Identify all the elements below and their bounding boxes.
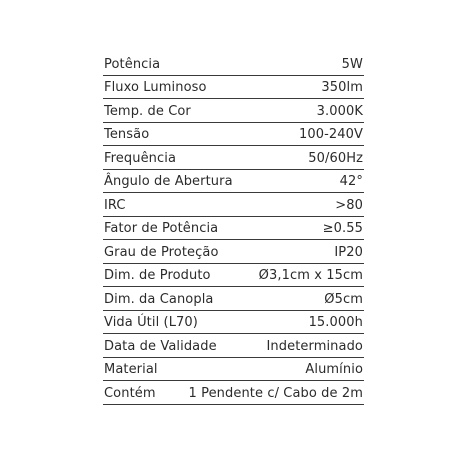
spec-value: IP20: [334, 244, 363, 260]
spec-row-dim-da-canopla: [103, 287, 364, 311]
spec-row-dim-de-produto: [103, 264, 364, 288]
spec-label: Dim. de Produto: [104, 268, 211, 283]
spec-value: 350lm: [321, 80, 363, 95]
spec-row-tensao: [103, 123, 364, 147]
spec-label: Potência: [104, 56, 161, 72]
spec-label: Grau de Proteção: [104, 244, 219, 260]
spec-value: Ø5cm: [324, 291, 363, 307]
spec-label: Temp. de Cor: [104, 103, 191, 119]
spec-label: Material: [104, 362, 158, 377]
spec-label: Fluxo Luminoso: [104, 80, 207, 95]
spec-label: Dim. da Canopla: [104, 291, 214, 307]
spec-value: 42°: [339, 174, 363, 189]
spec-value: ≥0.55: [322, 221, 363, 236]
spec-value: Indeterminado: [266, 338, 363, 354]
spec-label: Tensão: [104, 127, 150, 142]
spec-row-grau-de-protecao: [103, 240, 364, 264]
spec-row-fator-de-potencia: [103, 217, 364, 241]
spec-row-angulo-de-abertura: [103, 170, 364, 194]
spec-row-irc: [103, 193, 364, 217]
spec-row-potencia: [103, 52, 364, 76]
spec-value: 3.000K: [316, 103, 363, 119]
spec-value: 15.000h: [308, 315, 363, 330]
spec-label: Contém: [104, 385, 156, 401]
spec-table: [103, 52, 364, 405]
spec-row-material: [103, 358, 364, 382]
spec-value: 1 Pendente c/ Cabo de 2m: [188, 385, 363, 401]
spec-value: >80: [335, 197, 363, 213]
spec-value: 5W: [341, 56, 363, 72]
spec-row-vida-util: [103, 311, 364, 335]
spec-value: Alumínio: [305, 362, 363, 377]
spec-row-temp-de-cor: [103, 99, 364, 123]
spec-value: 50/60Hz: [308, 150, 363, 166]
spec-value: Ø3,1cm x 15cm: [258, 268, 363, 283]
spec-label: Vida Útil (L70): [104, 315, 198, 330]
spec-label: Data de Validade: [104, 338, 217, 354]
spec-row-contem: [103, 381, 364, 405]
spec-row-data-de-validade: [103, 334, 364, 358]
spec-label: IRC: [104, 197, 126, 213]
spec-label: Frequência: [104, 150, 177, 166]
spec-label: Ângulo de Abertura: [104, 174, 233, 189]
spec-value: 100-240V: [298, 127, 363, 142]
spec-row-frequencia: [103, 146, 364, 170]
spec-row-fluxo-luminoso: [103, 76, 364, 100]
spec-label: Fator de Potência: [104, 221, 219, 236]
